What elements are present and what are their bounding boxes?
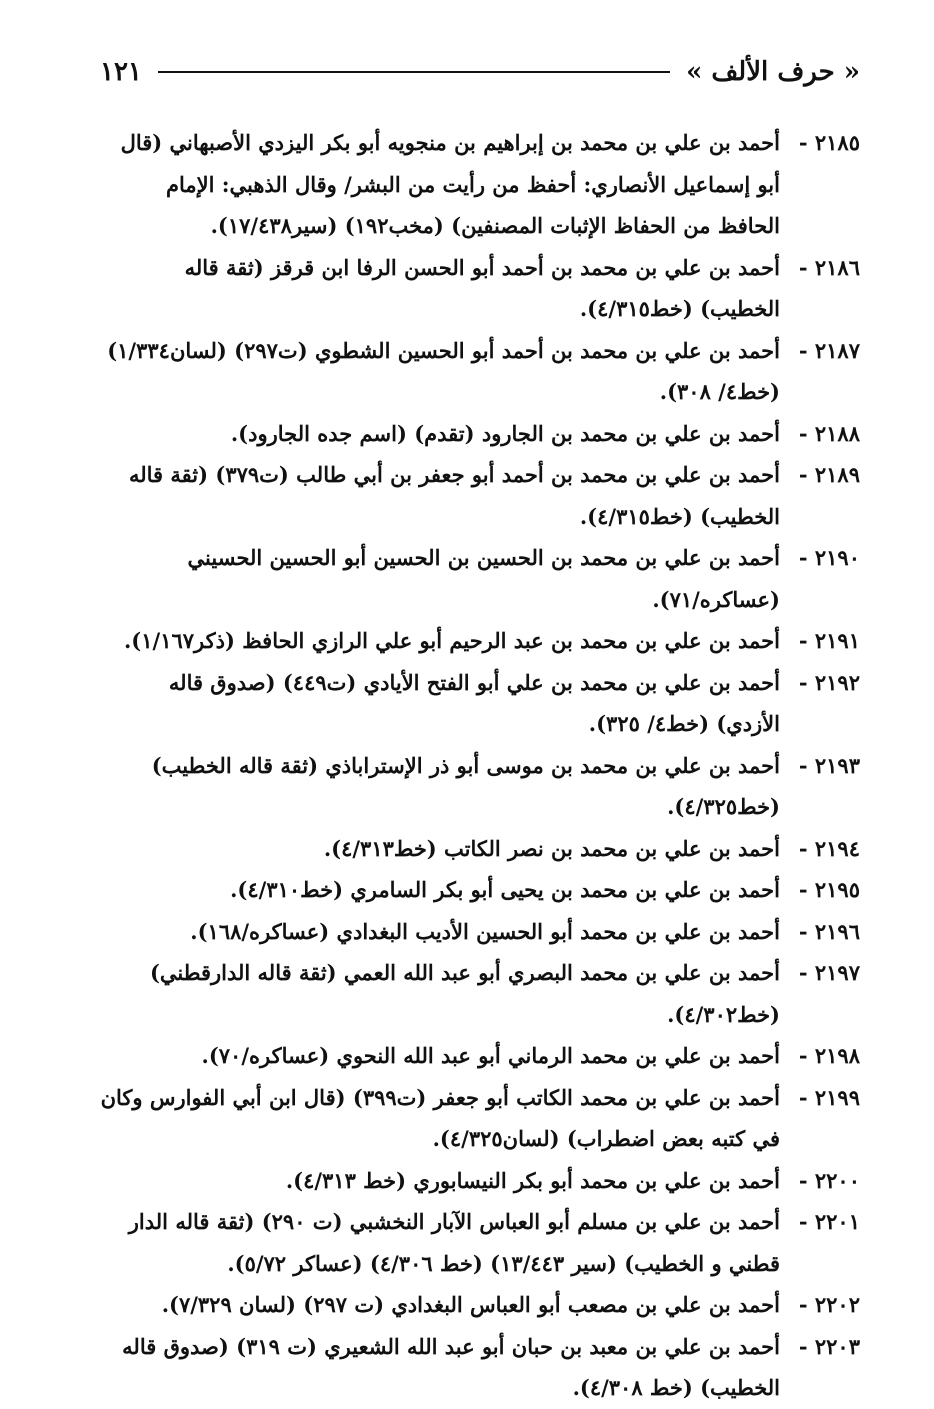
entry bbox=[100, 1035, 860, 1077]
entry-number: ٢١٩٤ - bbox=[798, 835, 860, 861]
entry bbox=[100, 330, 860, 413]
entry-number: ٢١٨٧ - bbox=[798, 337, 860, 363]
entry-number: ٢١٩٩ - bbox=[798, 1084, 860, 1110]
entry bbox=[100, 413, 860, 455]
entry-number: ٢٢٠١ - bbox=[798, 1209, 860, 1234]
entry bbox=[100, 1201, 860, 1284]
entry-number: ٢١٩٠ - bbox=[798, 545, 860, 570]
entry-text: أحمد بن علي بن محمد بن موسى أبو ذر الإستراباذي (ثقة قاله الخطيب) (خط٤/٣٢٥). bbox=[151, 752, 780, 819]
entry-number: ٢٢٠٣ - bbox=[798, 1333, 860, 1359]
entry-number: ٢١٩٥ - bbox=[798, 877, 860, 902]
entry-number: ٢٢٠٠ - bbox=[798, 1167, 860, 1193]
entries-list bbox=[100, 122, 860, 1409]
entry bbox=[100, 828, 860, 870]
entry-number: ٢١٨٩ - bbox=[798, 462, 860, 487]
header-rule bbox=[158, 71, 670, 73]
entry-number: ٢١٨٨ - bbox=[798, 420, 860, 446]
entry bbox=[100, 745, 860, 828]
entry bbox=[100, 1160, 860, 1202]
entry-text: أحمد بن علي بن مصعب أبو العباس البغدادي (ت ٢٩٧) (لسان ٧/٣٢٩). bbox=[161, 1292, 780, 1317]
entry bbox=[100, 911, 860, 953]
entry bbox=[100, 1077, 860, 1160]
entry-text: أحمد بن علي بن محمد بن الحسين بن الحسين أبو الحسين الحسيني (عساكره/٧١). bbox=[187, 545, 780, 612]
entry-text: أحمد بن علي بن معبد بن حبان أبو عبد الله الشعيري (ت ٣١٩) (صدوق قاله الخطيب) (خط ٤/٣٠٨). bbox=[122, 1333, 780, 1400]
entry-number: ٢١٩٣ - bbox=[798, 752, 860, 778]
chapter-title: « حرف الألف » bbox=[686, 57, 860, 87]
entry bbox=[100, 620, 860, 662]
entry bbox=[100, 122, 860, 247]
entry-text: أحمد بن علي بن محمد بن أحمد أبو جعفر بن أبي طالب (ت٣٧٩) (ثقة قاله الخطيب) (خط٤/٣١٥). bbox=[128, 462, 780, 529]
entry-number: ٢١٩٢ - bbox=[798, 669, 860, 695]
entry bbox=[100, 952, 860, 1035]
entry-text: أحمد بن علي بن محمد البصري أبو عبد الله العمي (ثقة قاله الدارقطني) (خط٤/٣٠٢). bbox=[149, 960, 780, 1027]
entry-text: أحمد بن علي بن محمد أبو بكر النيسابوري (خط ٤/٣١٣). bbox=[285, 1167, 780, 1193]
page-header bbox=[100, 52, 860, 92]
entry-text: أحمد بن علي بن محمد بن أحمد أبو الحسن الرفا ابن قرقز (ثقة قاله الخطيب) (خط٤/٣١٥). bbox=[184, 254, 780, 321]
entry-text: أحمد بن علي بن محمد بن الجارود (تقدم) (اسم جده الجارود). bbox=[230, 420, 780, 446]
entry-text: أحمد بن علي بن محمد أبو الحسين الأديب البغدادي (عساكره/١٦٨). bbox=[190, 918, 780, 944]
entry-text: أحمد بن علي بن محمد بن أحمد أبو الحسين الشطوي (ت٢٩٧) (لسان١/٣٣٤) (خط٤/ ٣٠٨). bbox=[107, 337, 780, 404]
entry-text: أحمد بن علي بن محمد بن إبراهيم بن منجويه أبو بكر اليزدي الأصبهاني (قال أبو إسماعيل الأنصاري: أحفظ من رأيت من البشر/ وقال الذهبي: الإمام الحافظ من الحفاظ الإثبات المصنفين) (مخب١٩٢) (سير١٧/٤٣٨). bbox=[120, 130, 780, 238]
entry bbox=[100, 247, 860, 330]
entry bbox=[100, 537, 860, 620]
entry-text: أحمد بن علي بن مسلم أبو العباس الآبار النخشبي (ت ٢٩٠) (ثقة قاله الدار قطني و الخطيب) (سير ١٣/٤٤٣) (خط ٤/٣٠٦) (عساكر ٥/٧٢). bbox=[128, 1209, 780, 1276]
entry-number: ٢١٩١ - bbox=[798, 628, 860, 653]
entry bbox=[100, 1326, 860, 1409]
entry bbox=[100, 454, 860, 537]
entry bbox=[100, 662, 860, 745]
entry bbox=[100, 1284, 860, 1326]
entry bbox=[100, 869, 860, 911]
entry-number: ٢١٩٦ - bbox=[798, 918, 860, 944]
entry-number: ٢٢٠٢ - bbox=[798, 1292, 860, 1317]
page-number: ١٢١ bbox=[100, 57, 142, 87]
entry-text: أحمد بن علي بن محمد الكاتب أبو جعفر (ت٣٩٩) (قال ابن أبي الفوارس وكان في كتبه بعض اضطراب) (لسان٤/٣٢٥). bbox=[100, 1084, 780, 1151]
entry-text: أحمد بن علي بن محمد بن يحيى أبو بكر السامري (خط٤/٣١٠). bbox=[230, 877, 780, 902]
entry-text: أحمد بن علي بن محمد بن نصر الكاتب (خط٤/٣١٣). bbox=[323, 835, 780, 861]
entry-number: ٢١٩٨ - bbox=[798, 1043, 860, 1068]
entry-number: ٢١٨٥ - bbox=[798, 130, 860, 155]
entry-number: ٢١٩٧ - bbox=[798, 960, 860, 985]
entry-text: أحمد بن علي بن محمد بن علي أبو الفتح الأيادي (ت٤٤٩) (صدوق قاله الأزدي) (خط٤/ ٣٢٥). bbox=[168, 669, 780, 736]
entry-text: أحمد بن علي بن محمد بن عبد الرحيم أبو علي الرازي الحافظ (ذكر١/١٦٧). bbox=[124, 628, 780, 653]
entry-number: ٢١٨٦ - bbox=[798, 254, 860, 280]
entry-text: أحمد بن علي بن محمد الرماني أبو عبد الله النحوي (عساكره/٧٠). bbox=[201, 1043, 780, 1068]
